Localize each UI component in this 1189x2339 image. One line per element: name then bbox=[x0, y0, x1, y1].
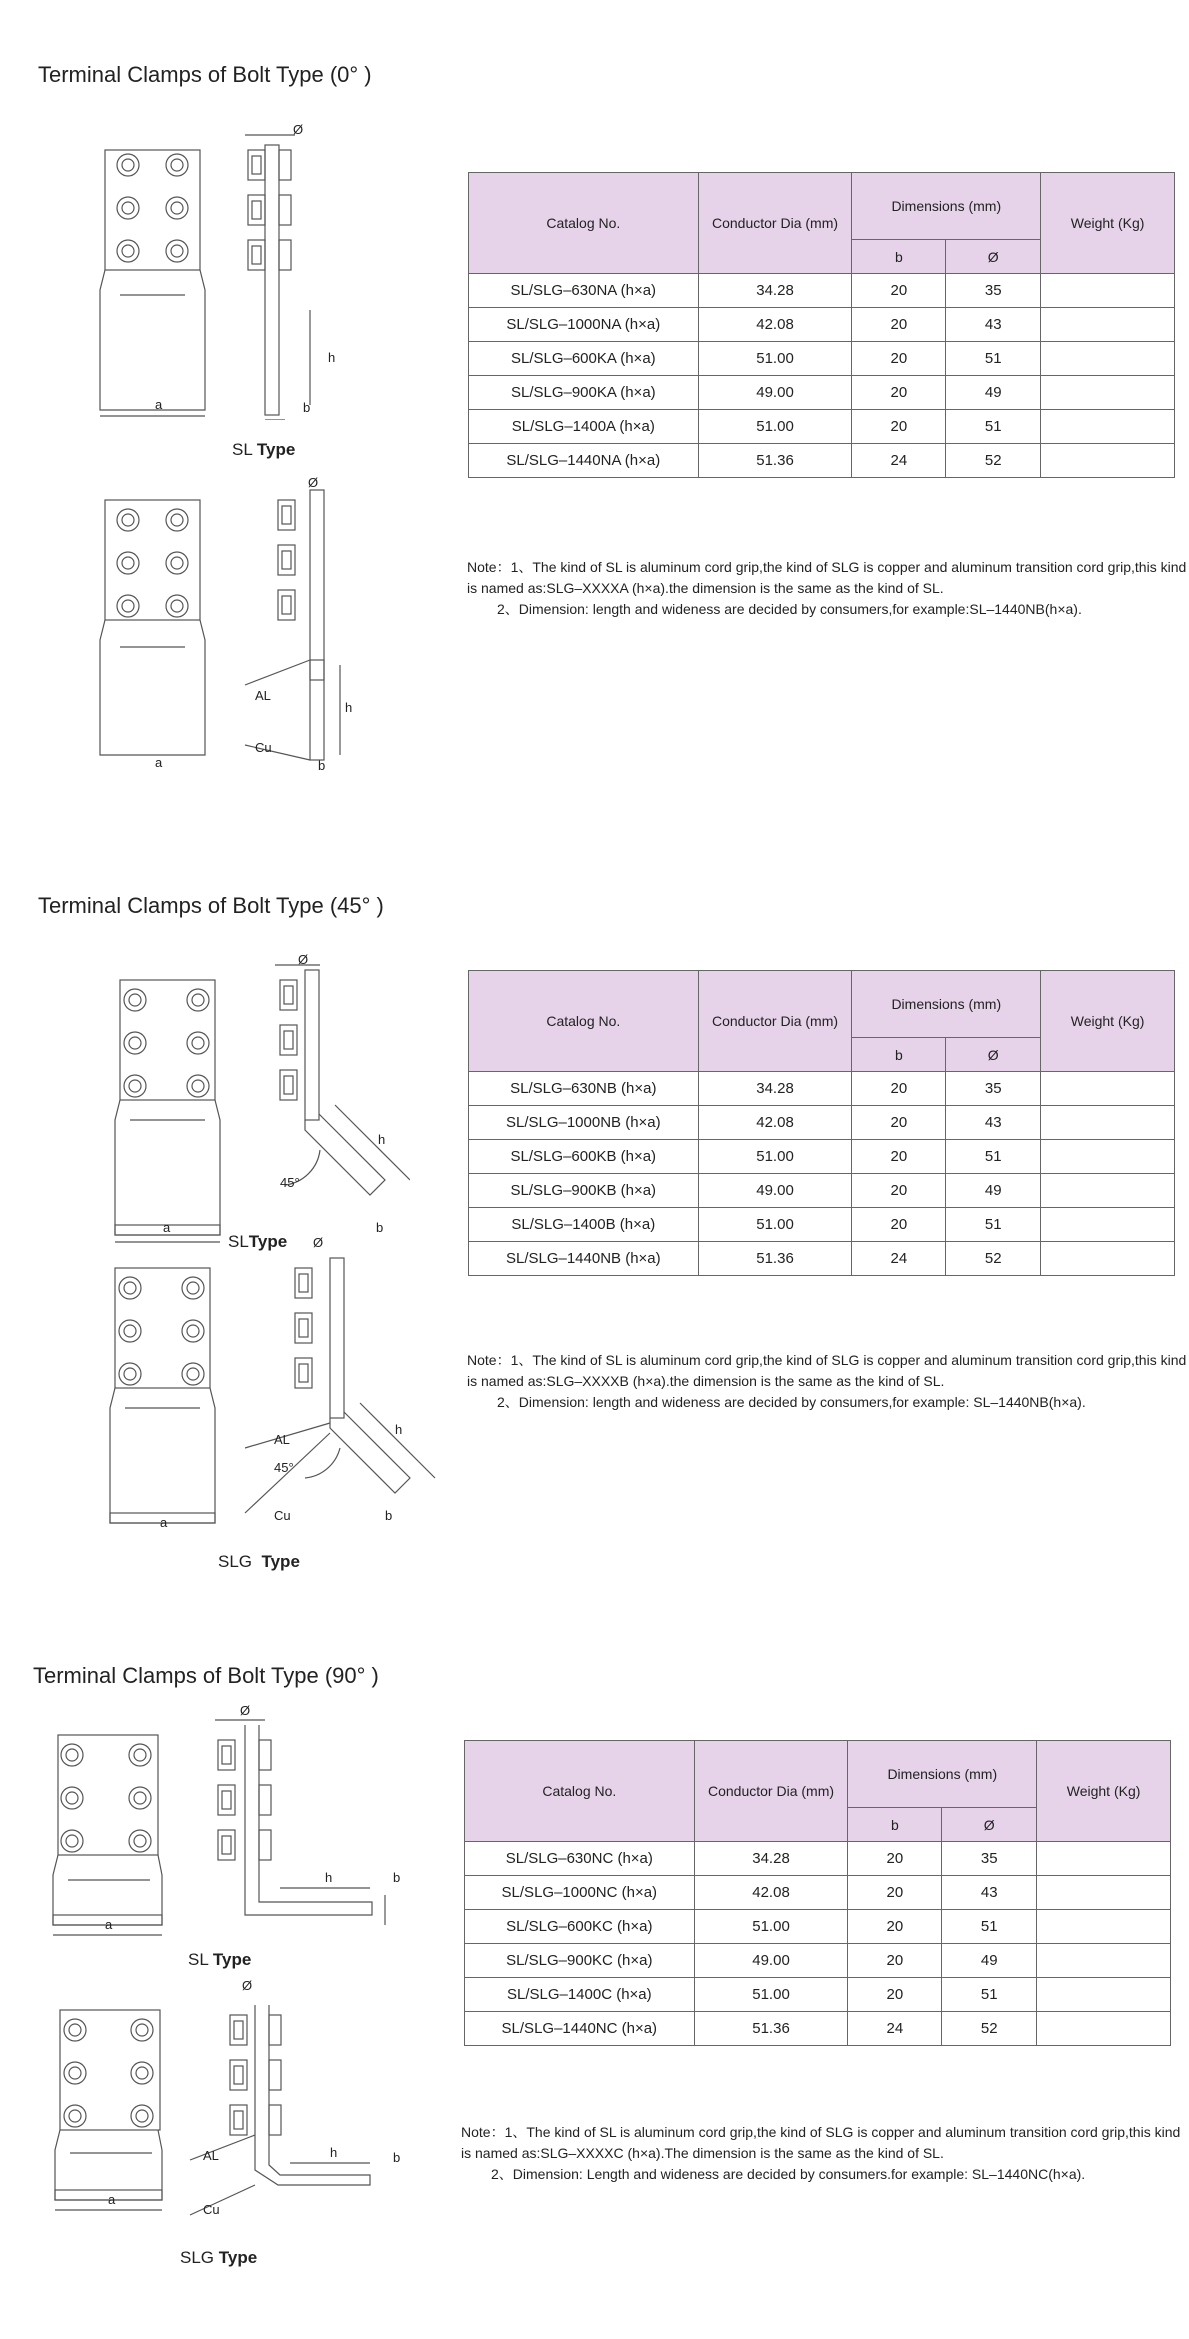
cell-phi: 51 bbox=[946, 410, 1041, 444]
table-row bbox=[469, 376, 1175, 410]
cell-phi: 51 bbox=[946, 342, 1041, 376]
table-row bbox=[469, 1208, 1175, 1242]
table-row bbox=[465, 1910, 1171, 1944]
dim-phi-label: Ø bbox=[242, 1978, 253, 1993]
slg-type-caption bbox=[180, 2248, 257, 2268]
caption-prefix: SLG bbox=[180, 2248, 215, 2267]
cell-catalog: SL/SLG–1000NC (h×a) bbox=[465, 1876, 695, 1910]
cell-phi: 49 bbox=[946, 1174, 1041, 1208]
cell-b: 20 bbox=[852, 1140, 946, 1174]
cell-phi: 51 bbox=[946, 1208, 1041, 1242]
cell-phi: 51 bbox=[946, 1140, 1041, 1174]
header-phi: Ø bbox=[946, 1038, 1041, 1072]
table-row bbox=[469, 1174, 1175, 1208]
dim-h-label: h bbox=[325, 1870, 333, 1885]
header-weight: Weight (Kg) bbox=[1041, 971, 1175, 1072]
cell-dia: 42.08 bbox=[698, 308, 852, 342]
dim-h-label: h bbox=[378, 1132, 386, 1147]
spec-table bbox=[468, 172, 1175, 478]
dim-a-label: a bbox=[155, 755, 163, 770]
cell-phi: 35 bbox=[946, 274, 1041, 308]
slg-type-45-drawing bbox=[105, 1248, 445, 1538]
header-weight: Weight (Kg) bbox=[1037, 1741, 1171, 1842]
cell-phi: 49 bbox=[946, 376, 1041, 410]
caption-type: Type bbox=[261, 1552, 300, 1571]
sl-type-0-drawing bbox=[95, 120, 375, 420]
header-b: b bbox=[848, 1808, 942, 1842]
table-row bbox=[469, 410, 1175, 444]
header-conductor: Conductor Dia (mm) bbox=[698, 173, 852, 274]
dim-b-label: b bbox=[303, 400, 311, 415]
cell-dia: 34.28 bbox=[698, 274, 852, 308]
sl-type-45-drawing bbox=[110, 950, 410, 1250]
table-row bbox=[465, 2012, 1171, 2046]
cell-catalog: SL/SLG–630NC (h×a) bbox=[465, 1842, 695, 1876]
section-title: Terminal Clamps of Bolt Type (0° ) bbox=[38, 62, 372, 87]
cell-weight bbox=[1041, 1140, 1175, 1174]
cell-catalog: SL/SLG–1440NC (h×a) bbox=[465, 2012, 695, 2046]
header-dimensions: Dimensions (mm) bbox=[852, 173, 1041, 240]
header-phi: Ø bbox=[942, 1808, 1037, 1842]
table-row bbox=[469, 342, 1175, 376]
dim-b-label: b bbox=[376, 1220, 384, 1235]
dim-cu-label: Cu bbox=[255, 740, 272, 755]
dim-b-label: b bbox=[393, 2150, 401, 2165]
dim-b-label: b bbox=[318, 758, 326, 773]
table-row bbox=[469, 1072, 1175, 1106]
cell-phi: 43 bbox=[946, 1106, 1041, 1140]
cell-phi: 35 bbox=[942, 1842, 1037, 1876]
header-catalog: Catalog No. bbox=[469, 173, 699, 274]
table-row bbox=[465, 1876, 1171, 1910]
cell-weight bbox=[1037, 1978, 1171, 2012]
dim-al-label: AL bbox=[255, 688, 271, 703]
cell-phi: 51 bbox=[942, 1978, 1037, 2012]
cell-dia: 34.28 bbox=[698, 1072, 852, 1106]
caption-type: Type bbox=[248, 1232, 288, 1251]
dim-al-label: AL bbox=[203, 2148, 219, 2163]
cell-weight bbox=[1041, 308, 1175, 342]
cell-weight bbox=[1041, 1174, 1175, 1208]
table-row bbox=[469, 1140, 1175, 1174]
cell-b: 20 bbox=[848, 1876, 942, 1910]
caption-prefix: SL bbox=[232, 440, 253, 459]
section-title: Terminal Clamps of Bolt Type (45° ) bbox=[38, 893, 384, 918]
cell-catalog: SL/SLG–1400C (h×a) bbox=[465, 1978, 695, 2012]
cell-dia: 51.36 bbox=[698, 444, 852, 478]
cell-weight bbox=[1041, 1072, 1175, 1106]
cell-catalog: SL/SLG–900KA (h×a) bbox=[469, 376, 699, 410]
dim-cu-label: Cu bbox=[203, 2202, 220, 2217]
caption-prefix: SL bbox=[188, 1950, 209, 1969]
cell-b: 24 bbox=[852, 444, 946, 478]
cell-dia: 51.00 bbox=[698, 410, 852, 444]
cell-catalog: SL/SLG–630NA (h×a) bbox=[469, 274, 699, 308]
section-title: Terminal Clamps of Bolt Type (90° ) bbox=[33, 1663, 379, 1688]
cell-dia: 42.08 bbox=[694, 1876, 848, 1910]
dim-h-label: h bbox=[330, 2145, 338, 2160]
cell-weight bbox=[1041, 410, 1175, 444]
cell-weight bbox=[1037, 1910, 1171, 1944]
cell-dia: 49.00 bbox=[694, 1944, 848, 1978]
caption-type: Type bbox=[218, 2248, 258, 2267]
caption-type: Type bbox=[212, 1950, 252, 1969]
cell-weight bbox=[1037, 2012, 1171, 2046]
cell-b: 20 bbox=[852, 376, 946, 410]
header-weight: Weight (Kg) bbox=[1041, 173, 1175, 274]
cell-phi: 52 bbox=[942, 2012, 1037, 2046]
cell-catalog: SL/SLG–630NB (h×a) bbox=[469, 1072, 699, 1106]
cell-catalog: SL/SLG–600KB (h×a) bbox=[469, 1140, 699, 1174]
cell-dia: 49.00 bbox=[698, 1174, 852, 1208]
dim-h-label: h bbox=[395, 1422, 403, 1437]
spec-table bbox=[464, 1740, 1171, 2046]
dim-b-label: b bbox=[385, 1508, 393, 1523]
dim-phi-label: Ø bbox=[308, 475, 319, 490]
dim-phi-label: Ø bbox=[240, 1703, 251, 1718]
cell-phi: 52 bbox=[946, 1242, 1041, 1276]
table-row bbox=[465, 1978, 1171, 2012]
sl-type-caption bbox=[188, 1950, 251, 1970]
cell-weight bbox=[1037, 1944, 1171, 1978]
cell-weight bbox=[1041, 444, 1175, 478]
sl-type-caption bbox=[232, 440, 295, 460]
note bbox=[461, 2122, 1181, 2185]
header-catalog: Catalog No. bbox=[469, 971, 699, 1072]
cell-b: 20 bbox=[852, 410, 946, 444]
header-b: b bbox=[852, 240, 946, 274]
header-conductor: Conductor Dia (mm) bbox=[694, 1741, 848, 1842]
cell-phi: 43 bbox=[946, 308, 1041, 342]
cell-dia: 51.00 bbox=[698, 1208, 852, 1242]
cell-weight bbox=[1037, 1876, 1171, 1910]
cell-catalog: SL/SLG–1440NB (h×a) bbox=[469, 1242, 699, 1276]
cell-weight bbox=[1037, 1842, 1171, 1876]
cell-catalog: SL/SLG–1400A (h×a) bbox=[469, 410, 699, 444]
caption-prefix: SL bbox=[228, 1232, 249, 1251]
dim-a-label: a bbox=[108, 2192, 116, 2207]
cell-dia: 51.36 bbox=[694, 2012, 848, 2046]
spec-table bbox=[468, 970, 1175, 1276]
header-conductor: Conductor Dia (mm) bbox=[698, 971, 852, 1072]
cell-b: 20 bbox=[852, 1208, 946, 1242]
dim-h-label: h bbox=[328, 350, 336, 365]
cell-dia: 42.08 bbox=[698, 1106, 852, 1140]
table-row bbox=[469, 274, 1175, 308]
cell-b: 20 bbox=[848, 1842, 942, 1876]
dim-phi-label: Ø bbox=[313, 1235, 324, 1250]
dim-a-label: a bbox=[163, 1220, 171, 1235]
note-line-2: 2、Dimension: Length and wideness are decided by consumers.for example: SL–1440NC(h×a). bbox=[491, 2166, 1086, 2182]
cell-phi: 49 bbox=[942, 1944, 1037, 1978]
cell-b: 24 bbox=[848, 2012, 942, 2046]
note-line-2: 2、Dimension: length and wideness are decided by consumers,for example: SL–1440NB(h×a). bbox=[497, 1394, 1086, 1410]
cell-dia: 34.28 bbox=[694, 1842, 848, 1876]
cell-weight bbox=[1041, 342, 1175, 376]
dim-a-label: a bbox=[155, 397, 163, 412]
caption-prefix: SLG bbox=[218, 1552, 253, 1571]
dim-cu-label: Cu bbox=[274, 1508, 291, 1523]
cell-dia: 51.00 bbox=[694, 1978, 848, 2012]
note-line-1: Note：1、The kind of SL is aluminum cord grip,the kind of SLG is copper and aluminum transition cord grip,this kind is named as:SLG–XXXXC (h×a).The dimension is the same as the kind of SL. bbox=[461, 2124, 1181, 2161]
note bbox=[467, 557, 1187, 620]
cell-catalog: SL/SLG–1440NA (h×a) bbox=[469, 444, 699, 478]
cell-b: 20 bbox=[852, 342, 946, 376]
table-row bbox=[465, 1944, 1171, 1978]
dim-b-label: b bbox=[393, 1870, 401, 1885]
dim-45-label: 45° bbox=[280, 1175, 300, 1190]
header-dimensions: Dimensions (mm) bbox=[852, 971, 1041, 1038]
cell-weight bbox=[1041, 1106, 1175, 1140]
cell-b: 20 bbox=[852, 308, 946, 342]
table-row bbox=[469, 444, 1175, 478]
slg-type-caption bbox=[218, 1552, 300, 1572]
dim-al-label: AL bbox=[274, 1432, 290, 1447]
cell-b: 20 bbox=[848, 1910, 942, 1944]
cell-weight bbox=[1041, 1242, 1175, 1276]
cell-b: 20 bbox=[848, 1944, 942, 1978]
note bbox=[467, 1350, 1187, 1413]
dim-phi-label: Ø bbox=[293, 122, 304, 137]
table-row bbox=[465, 1842, 1171, 1876]
slg-type-0-drawing bbox=[95, 470, 375, 770]
note-line-1: Note：1、The kind of SL is aluminum cord grip,the kind of SLG is copper and aluminum transition cord grip,this kind is named as:SLG–XXXXA (h×a).the dimension is the same as the kind of SL. bbox=[467, 559, 1187, 596]
header-catalog: Catalog No. bbox=[465, 1741, 695, 1842]
cell-b: 20 bbox=[852, 1072, 946, 1106]
cell-weight bbox=[1041, 1208, 1175, 1242]
cell-phi: 43 bbox=[942, 1876, 1037, 1910]
header-phi: Ø bbox=[946, 240, 1041, 274]
header-b: b bbox=[852, 1038, 946, 1072]
dim-phi-label: Ø bbox=[298, 952, 309, 967]
caption-type: Type bbox=[256, 440, 296, 459]
cell-b: 24 bbox=[852, 1242, 946, 1276]
cell-phi: 52 bbox=[946, 444, 1041, 478]
cell-dia: 51.00 bbox=[698, 1140, 852, 1174]
cell-catalog: SL/SLG–900KC (h×a) bbox=[465, 1944, 695, 1978]
cell-b: 20 bbox=[852, 274, 946, 308]
cell-weight bbox=[1041, 376, 1175, 410]
dim-h-label: h bbox=[345, 700, 353, 715]
note-line-1: Note：1、The kind of SL is aluminum cord grip,the kind of SLG is copper and aluminum transition cord grip,this kind is named as:SLG–XXXXB (h×a).the dimension is the same as the kind of SL. bbox=[467, 1352, 1187, 1389]
cell-b: 20 bbox=[848, 1978, 942, 2012]
slg-type-90-drawing bbox=[50, 1985, 410, 2235]
dim-45-label: 45° bbox=[274, 1460, 294, 1475]
cell-phi: 35 bbox=[946, 1072, 1041, 1106]
cell-dia: 51.00 bbox=[694, 1910, 848, 1944]
cell-dia: 51.00 bbox=[698, 342, 852, 376]
cell-b: 20 bbox=[852, 1106, 946, 1140]
cell-weight bbox=[1041, 274, 1175, 308]
sl-type-90-drawing bbox=[50, 1710, 410, 1960]
cell-catalog: SL/SLG–900KB (h×a) bbox=[469, 1174, 699, 1208]
header-dimensions: Dimensions (mm) bbox=[848, 1741, 1037, 1808]
cell-catalog: SL/SLG–1400B (h×a) bbox=[469, 1208, 699, 1242]
cell-catalog: SL/SLG–1000NB (h×a) bbox=[469, 1106, 699, 1140]
table-row bbox=[469, 1106, 1175, 1140]
cell-dia: 49.00 bbox=[698, 376, 852, 410]
cell-catalog: SL/SLG–1000NA (h×a) bbox=[469, 308, 699, 342]
cell-phi: 51 bbox=[942, 1910, 1037, 1944]
note-line-2: 2、Dimension: length and wideness are decided by consumers,for example:SL–1440NB(h×a). bbox=[497, 601, 1082, 617]
cell-b: 20 bbox=[852, 1174, 946, 1208]
table-row bbox=[469, 308, 1175, 342]
cell-catalog: SL/SLG–600KA (h×a) bbox=[469, 342, 699, 376]
table-row bbox=[469, 1242, 1175, 1276]
dim-a-label: a bbox=[105, 1917, 113, 1932]
cell-dia: 51.36 bbox=[698, 1242, 852, 1276]
cell-catalog: SL/SLG–600KC (h×a) bbox=[465, 1910, 695, 1944]
dim-a-label: a bbox=[160, 1515, 168, 1530]
